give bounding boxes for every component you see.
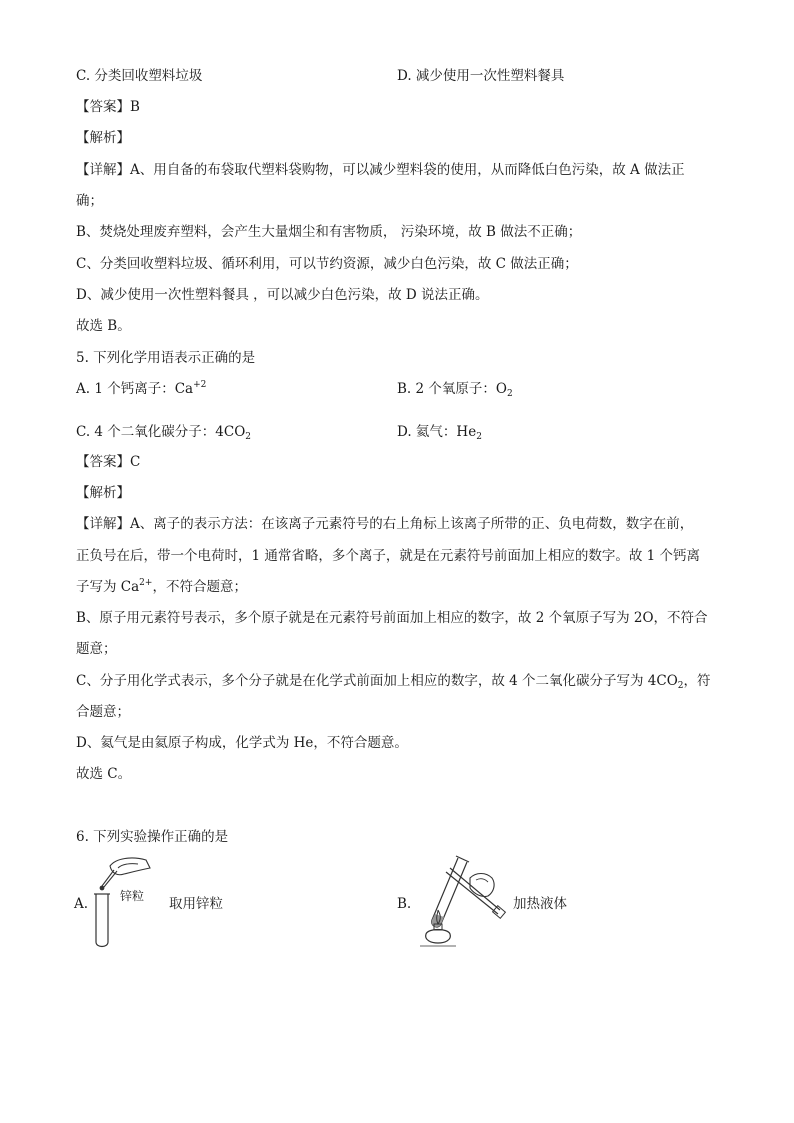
q5-detail-line-3-post: ，不符合题意； bbox=[152, 579, 247, 595]
alcohol-lamp-test-tube-icon bbox=[412, 850, 512, 950]
q5-conclusion: 故选 C。 bbox=[76, 766, 132, 782]
answer-value: C bbox=[130, 454, 141, 470]
q5-detail-c-subscript: 2 bbox=[677, 681, 684, 691]
q5-option-d-text: D. 氦气：He bbox=[397, 424, 477, 440]
heating-liquid-figure bbox=[412, 850, 512, 950]
q4-option-c: C. 分类回收塑料垃圾 bbox=[76, 68, 203, 84]
q4-detail-b: B、焚烧处理废弃塑料，会产生大量烟尘和有害物质， 污染环境，故 B 做法不正确； bbox=[76, 224, 582, 240]
q5-detail-c-post: ，符 bbox=[683, 673, 711, 689]
q6-option-b-letter: B. bbox=[397, 896, 412, 912]
q5-detail-b-line-2: 题意； bbox=[76, 641, 117, 657]
q5-option-b bbox=[397, 379, 513, 399]
q5-option-a bbox=[76, 379, 206, 399]
q5-detail-c-pre: C、分子用化学式表示，多个分子就是在化学式前面加上相应的数字，故 4 个二氧化碳分子写为 4CO bbox=[76, 673, 678, 689]
q4-detail-line-1: 【详解】A、用自备的布袋取代塑料袋购物，可以减少塑料袋的使用，从而降低白色污染，故 A 做法正 bbox=[76, 162, 685, 178]
q5-option-a-superscript: +2 bbox=[193, 380, 207, 390]
q5-analysis-label: 【解析】 bbox=[76, 485, 130, 501]
q5-detail-line-3-pre: 子写为 Ca bbox=[76, 579, 140, 595]
q5-option-c bbox=[76, 422, 251, 442]
q5-detail-c-line-2: 合题意； bbox=[76, 704, 130, 720]
q5-option-d bbox=[397, 422, 482, 442]
q4-conclusion: 故选 B。 bbox=[76, 318, 131, 334]
q4-analysis-label: 【解析】 bbox=[76, 130, 130, 146]
q4-detail-d: D、减少使用一次性塑料餐具 ，可以减少白色污染，故 D 说法正确。 bbox=[76, 287, 489, 303]
answer-value: B bbox=[130, 99, 140, 115]
zinc-granule-label: 锌粒 bbox=[120, 889, 145, 903]
q5-detail-line-1: 【详解】A、离子的表示方法：在该离子元素符号的右上角标上该离子所带的正、负电荷数，数字在前， bbox=[76, 516, 694, 532]
q5-detail-line-3 bbox=[76, 577, 247, 597]
answer-label: 【答案】 bbox=[76, 99, 130, 115]
q5-option-c-text: C. 4 个二氧化碳分子：4CO bbox=[76, 424, 246, 440]
q4-detail-c: C、分类回收塑料垃圾、循环利用，可以节约资源，减少白色污染，故 C 做法正确； bbox=[76, 256, 578, 272]
q5-detail-line-3-superscript: 2+ bbox=[139, 578, 153, 588]
q5-option-a-text: A. 1 个钙离子：Ca bbox=[76, 381, 194, 397]
q5-option-b-text: B. 2 个氧原子：O bbox=[397, 381, 507, 397]
q6-option-b-caption: 加热液体 bbox=[513, 896, 567, 912]
q5-detail-line-2: 正负号在后，带一个电荷时，1 通常省略，多个离子，就是在元素符号前面加上相应的数字。故 1 个钙离 bbox=[76, 548, 701, 564]
q6-option-a-letter: A. bbox=[74, 896, 89, 912]
zinc-granule-figure bbox=[88, 852, 152, 952]
q5-answer bbox=[76, 452, 140, 472]
q5-detail-b-line-1: B、原子用元素符号表示，多个原子就是在元素符号前面加上相应的数字，故 2 个氧原子写为 2O，不符合 bbox=[76, 610, 708, 626]
q5-option-c-subscript: 2 bbox=[245, 432, 252, 442]
q6-title: 6. 下列实验操作正确的是 bbox=[76, 829, 229, 845]
q5-option-d-subscript: 2 bbox=[476, 432, 482, 442]
q5-option-b-subscript: 2 bbox=[506, 389, 513, 399]
q5-detail-d: D、氦气是由氦原子构成，化学式为 He，不符合题意。 bbox=[76, 735, 408, 751]
q4-answer bbox=[76, 97, 140, 117]
q4-option-d: D. 减少使用一次性塑料餐具 bbox=[397, 68, 565, 84]
answer-label: 【答案】 bbox=[76, 454, 130, 470]
q4-detail-line-2: 确； bbox=[76, 193, 103, 209]
q5-detail-c-line-1 bbox=[76, 671, 711, 691]
q6-option-a-caption: 取用锌粒 bbox=[169, 896, 223, 912]
q5-title: 5. 下列化学用语表示正确的是 bbox=[76, 350, 256, 366]
